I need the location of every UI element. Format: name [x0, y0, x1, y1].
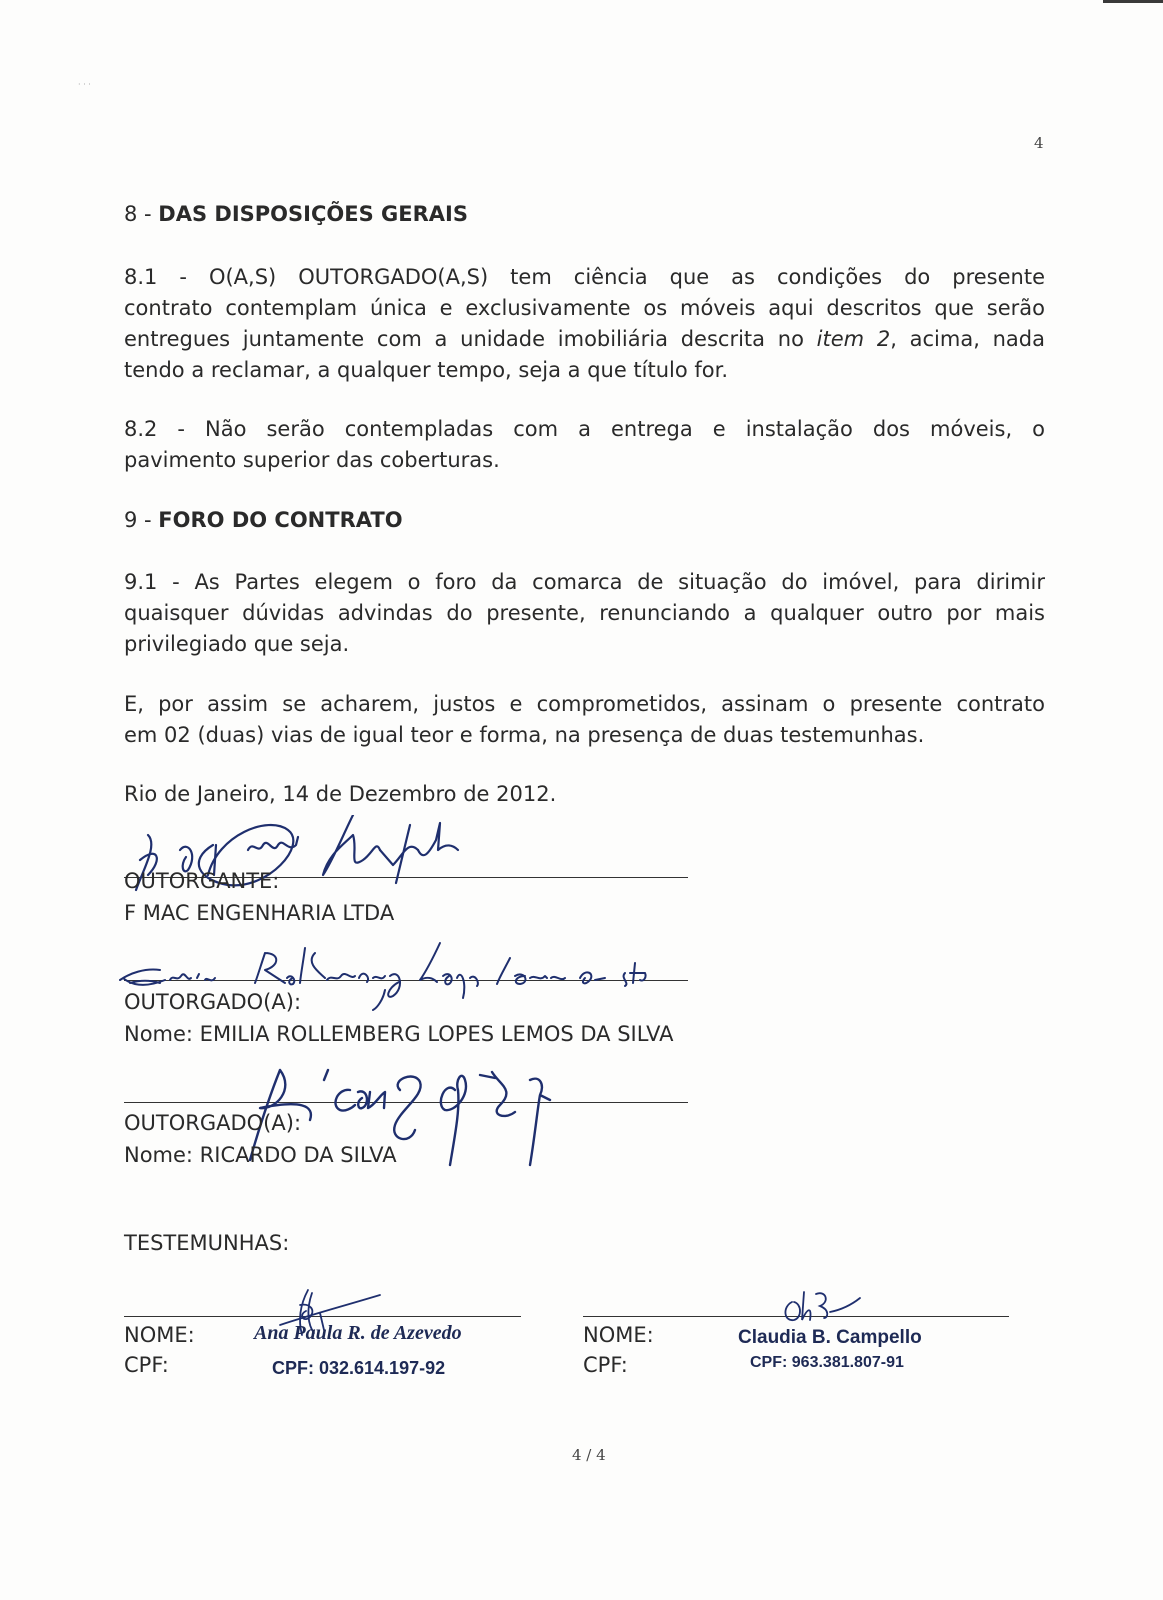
section-8-number: 8 -: [124, 202, 159, 226]
witness-1-cpf-label: CPF:: [124, 1353, 169, 1377]
witness-2-signature: [780, 1282, 880, 1332]
page-number: 4: [1034, 134, 1044, 152]
clause-8-2-line: 8.2 - Não serão contempladas com a entrega e instalação dos móveis, o: [124, 417, 1045, 441]
clause-8-1-text: entregues juntamente com a unidade imobiliária descrita no: [124, 327, 817, 351]
place-date: Rio de Janeiro, 14 de Dezembro de 2012.: [124, 782, 557, 806]
outorgado-2-name: Nome: RICARDO DA SILVA: [124, 1143, 397, 1167]
section-8-heading: [124, 199, 1045, 230]
clause-9-1-line: quaisquer dúvidas advindas do presente, renunciando a qualquer outro por mais: [124, 601, 1045, 625]
witness-2-cpf-stamp: CPF: 963.381.807-91: [750, 1354, 904, 1371]
clause-8-2: [124, 414, 1045, 476]
section-9-number: 9 -: [124, 508, 159, 532]
scan-speck: · · ·: [78, 80, 91, 89]
witness-2-nome-label: NOME:: [583, 1323, 654, 1347]
clause-8-1-line: 8.1 - O(A,S) OUTORGADO(A,S) tem ciência que as condições do presente: [124, 265, 1045, 289]
outorgado-1-label: OUTORGADO(A):: [124, 990, 302, 1014]
scan-edge-mark: [1103, 0, 1163, 3]
closing-line: em 02 (duas) vias de igual teor e forma, na presença de duas testemunhas.: [124, 723, 925, 747]
witness-2-cpf-label: CPF:: [583, 1353, 628, 1377]
outorgado-1-name: Nome: EMILIA ROLLEMBERG LOPES LEMOS DA SILVA: [124, 1022, 674, 1046]
closing-paragraph: [124, 689, 1045, 751]
clause-9-1-line: privilegiado que seja.: [124, 632, 350, 656]
witness-1-nome-label: NOME:: [124, 1323, 195, 1347]
clause-8-1-line: tendo a reclamar, a qualquer tempo, seja a que título for.: [124, 358, 729, 382]
clause-8-2-line: pavimento superior das coberturas.: [124, 448, 500, 472]
section-9-heading: [124, 505, 1045, 536]
witness-1-name-stamp: Ana Paula R. de Azevedo: [254, 1322, 462, 1344]
section-8-title: DAS DISPOSIÇÕES GERAIS: [158, 202, 468, 226]
outorgado-2-label: OUTORGADO(A):: [124, 1111, 302, 1135]
witness-1-cpf-stamp: CPF: 032.614.197-92: [272, 1358, 446, 1378]
page-footer: 4 / 4: [572, 1446, 606, 1464]
clause-8-1-line: contrato contemplam única e exclusivamente os móveis aqui descritos que serão: [124, 296, 1045, 320]
outorgante-name: F MAC ENGENHARIA LTDA: [124, 901, 395, 925]
clause-9-1-line: 9.1 - As Partes elegem o foro da comarca de situação do imóvel, para dirimir: [124, 570, 1045, 594]
clause-8-1: [124, 262, 1045, 386]
clause-8-1-line: [124, 324, 1045, 355]
closing-line: E, por assim se acharem, justos e comprometidos, assinam o presente contrato: [124, 692, 1045, 716]
clause-9-1: [124, 567, 1045, 660]
witnesses-title: TESTEMUNHAS:: [124, 1231, 290, 1255]
clause-8-1-text: , acima, nada: [890, 327, 1046, 351]
section-9-title: FORO DO CONTRATO: [158, 508, 403, 532]
outorgante-label: OUTORGANTE:: [124, 869, 280, 893]
clause-8-1-item-ref: item 2: [816, 327, 891, 351]
witness-2-name-stamp: Claudia B. Campello: [738, 1327, 922, 1348]
